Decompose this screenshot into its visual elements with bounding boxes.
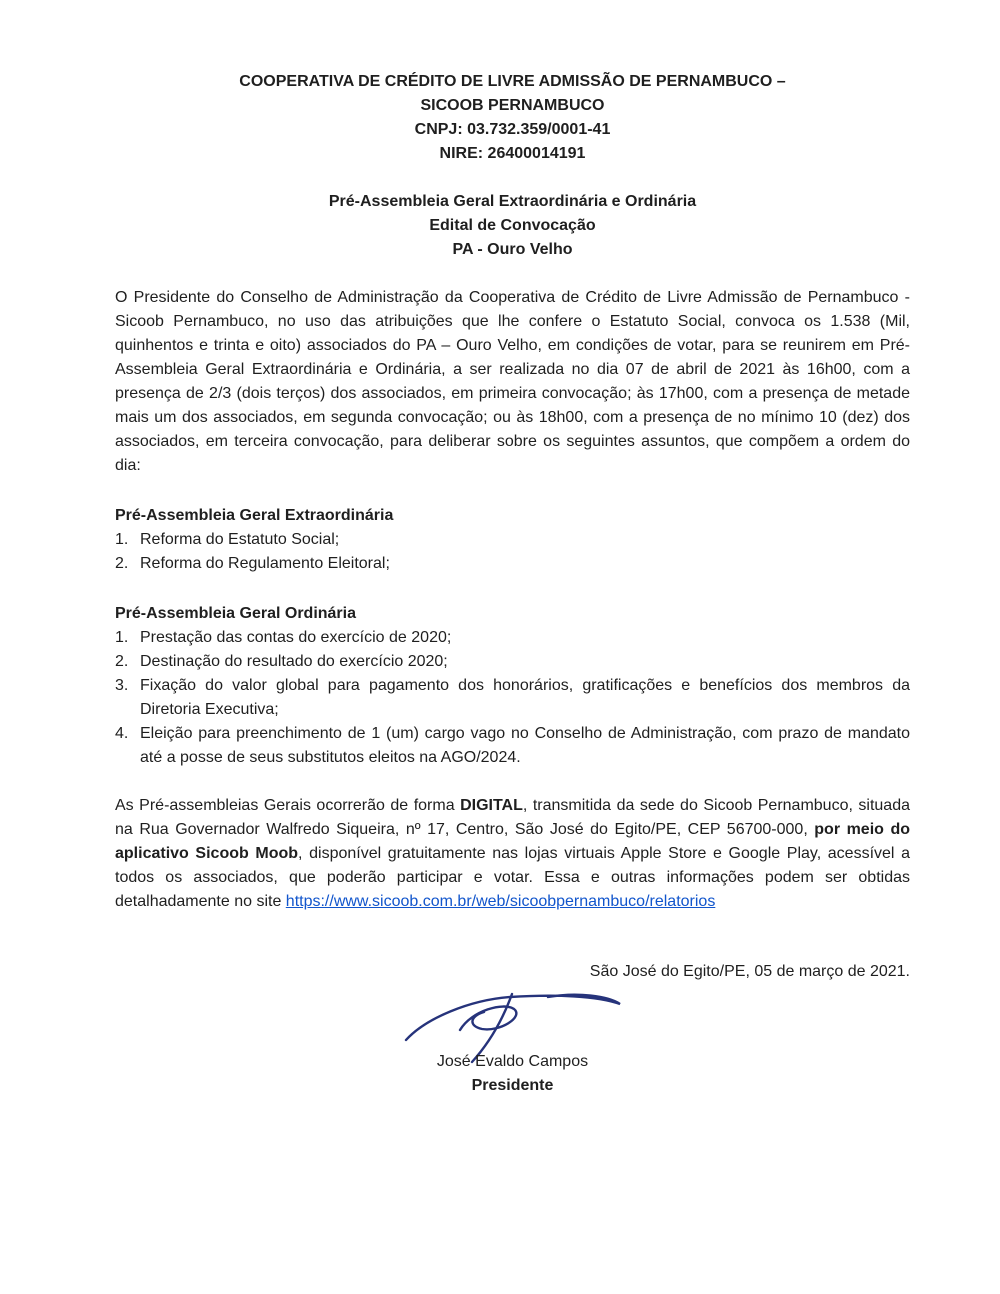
nire-line: NIRE: 26400014191 <box>439 145 586 162</box>
list-item-text: Reforma do Estatuto Social; <box>140 531 340 548</box>
list-item-number: 2. <box>115 555 129 572</box>
relatorios-link[interactable]: https://www.sicoob.com.br/web/sicoobpernambuco/relatorios <box>285 893 716 910</box>
list-item <box>115 552 910 576</box>
signature-name: José Evaldo Campos <box>436 1053 589 1070</box>
digital-run-text: , transmitida da sede do Sicoob Pernambuco, situada na Rua Governador Walfredo Siqueira, nº 17, Centro, São José do Egito/PE, CEP 56700-000, <box>115 797 910 838</box>
doc-title-line1: Pré-Assembleia Geral Extraordinária e Ordinária <box>328 193 697 210</box>
doc-title-line3: PA - Ouro Velho <box>452 241 573 258</box>
section-ordinaria <box>115 602 910 770</box>
org-name-line2: SICOOB PERNAMBUCO <box>420 97 605 114</box>
signature-block <box>115 988 910 1098</box>
list-item <box>115 674 910 722</box>
org-name-line1: COOPERATIVA DE CRÉDITO DE LIVRE ADMISSÃO DE PERNAMBUCO – <box>239 73 786 90</box>
list-item-text: Fixação do valor global para pagamento dos honorários, gratificações e benefícios dos membros da Diretoria Executiva; <box>140 677 910 718</box>
digital-run-bold: por meio do aplicativo Sicoob Moob <box>115 821 910 862</box>
list-item <box>115 722 910 770</box>
list-item-text: Destinação do resultado do exercício 2020; <box>140 653 448 670</box>
doc-title <box>115 190 910 262</box>
org-header <box>115 70 910 166</box>
digital-run-text: As Pré-assembleias Gerais ocorrerão de forma <box>115 797 461 814</box>
list-item-number: 1. <box>115 531 129 548</box>
digital-paragraph <box>115 794 910 914</box>
list-item-number: 1. <box>115 629 129 646</box>
list-item-number: 4. <box>115 725 129 742</box>
section-extraordinaria-heading: Pré-Assembleia Geral Extraordinária <box>115 507 394 524</box>
signature-role: Presidente <box>471 1077 554 1094</box>
intro-paragraph: O Presidente do Conselho de Administração da Cooperativa de Crédito de Livre Admissão de Pernambuco - Sicoob Pernambuco, no uso das atribuições que lhe confere o Estatuto Social, convoca os 1.538 (Mil, quinhentos e trinta e oito) associados do PA – Ouro Velho, em condições de votar, para se reunirem em Pré-Assembleia Geral Extraordinária e Ordinária, a ser realizada no dia 07 de abril de 2021 às 16h00, com a presença de 2/3 (dois terços) dos associados, em primeira convocação; às 17h00, com a presença de metade mais um dos associados, em segunda convocação; ou às 18h00, com a presença de no mínimo 10 (dez) dos associados, em terceira convocação, para deliberar sobre os seguintes assuntos, que compõem a ordem do dia: <box>115 289 910 474</box>
list-item <box>115 650 910 674</box>
section-extraordinaria <box>115 504 910 576</box>
cnpj-line: CNPJ: 03.732.359/0001-41 <box>414 121 611 138</box>
list-item-number: 2. <box>115 653 129 670</box>
section-ordinaria-heading: Pré-Assembleia Geral Ordinária <box>115 605 356 622</box>
list-item <box>115 626 910 650</box>
list-item-text: Prestação das contas do exercício de 2020; <box>140 629 452 646</box>
list-item-number: 3. <box>115 677 129 694</box>
digital-run-bold: DIGITAL <box>460 797 523 814</box>
doc-title-line2: Edital de Convocação <box>429 217 596 234</box>
date-line: São José do Egito/PE, 05 de março de 2021. <box>589 963 910 980</box>
list-item-text: Eleição para preenchimento de 1 (um) cargo vago no Conselho de Administração, com prazo de mandato até a posse de seus substitutos eleitos na AGO/2024. <box>140 725 910 766</box>
list-item-text: Reforma do Regulamento Eleitoral; <box>140 555 390 572</box>
digital-run-text: , disponível gratuitamente nas lojas virtuais Apple Store e Google Play, acessível a todos os associados, que poderão participar e votar. Essa e outras informações podem ser obtidas detalhadamente no site <box>115 845 910 910</box>
list-item <box>115 528 910 552</box>
